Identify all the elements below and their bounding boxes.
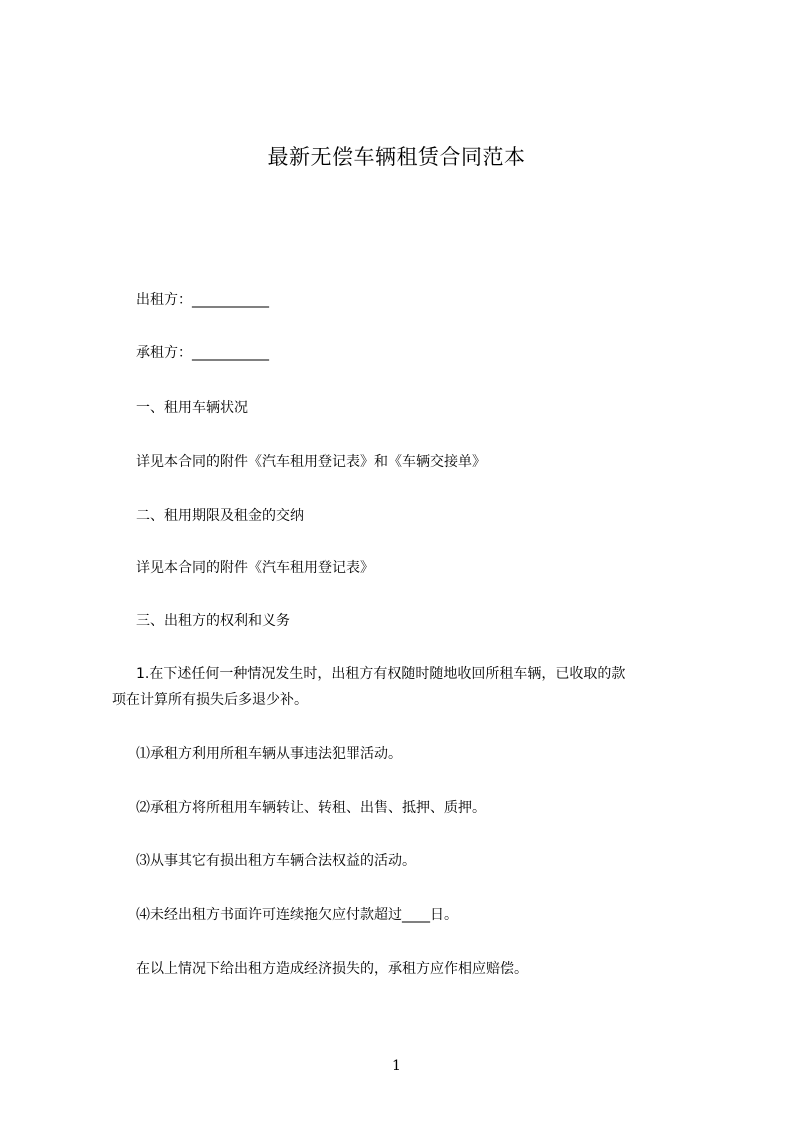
section-heading-1: 一、租用车辆状况 [136,400,248,416]
section-heading-2: 二、租用期限及租金的交纳 [136,508,304,524]
section-text-1: 详见本合同的附件《汽车租用登记表》和《车辆交接单》 [136,454,486,470]
list-item-1: ⑴承租方利用所租车辆从事违法犯罪活动。 [136,746,402,762]
lessor-field: 出租方：___________ [136,292,269,308]
section-text-2: 详见本合同的附件《汽车租用登记表》 [136,560,374,576]
list-item-4: ⑷未经出租方书面许可连续拖欠应付款超过____日。 [136,907,458,923]
list-item-2: ⑵承租方将所租用车辆转让、转租、出售、抵押、质押。 [136,800,486,816]
list-item-3: ⑶从事其它有损出租方车辆合法权益的活动。 [136,853,416,869]
section-heading-3: 三、出租方的权利和义务 [136,613,290,629]
page-number: 1 [392,1058,401,1074]
lessee-field: 承租方：___________ [136,345,269,361]
clause-1-line-1: 1.在下述任何一种情况发生时，出租方有权随时随地收回所租车辆，已收取的款 [136,666,626,682]
compensation-clause: 在以上情况下给出租方造成经济损失的，承租方应作相应赔偿。 [136,961,528,977]
document-title: 最新无偿车辆租赁合同范本 [267,145,526,169]
clause-1-line-2: 项在计算所有损失后多退少补。 [112,692,308,708]
